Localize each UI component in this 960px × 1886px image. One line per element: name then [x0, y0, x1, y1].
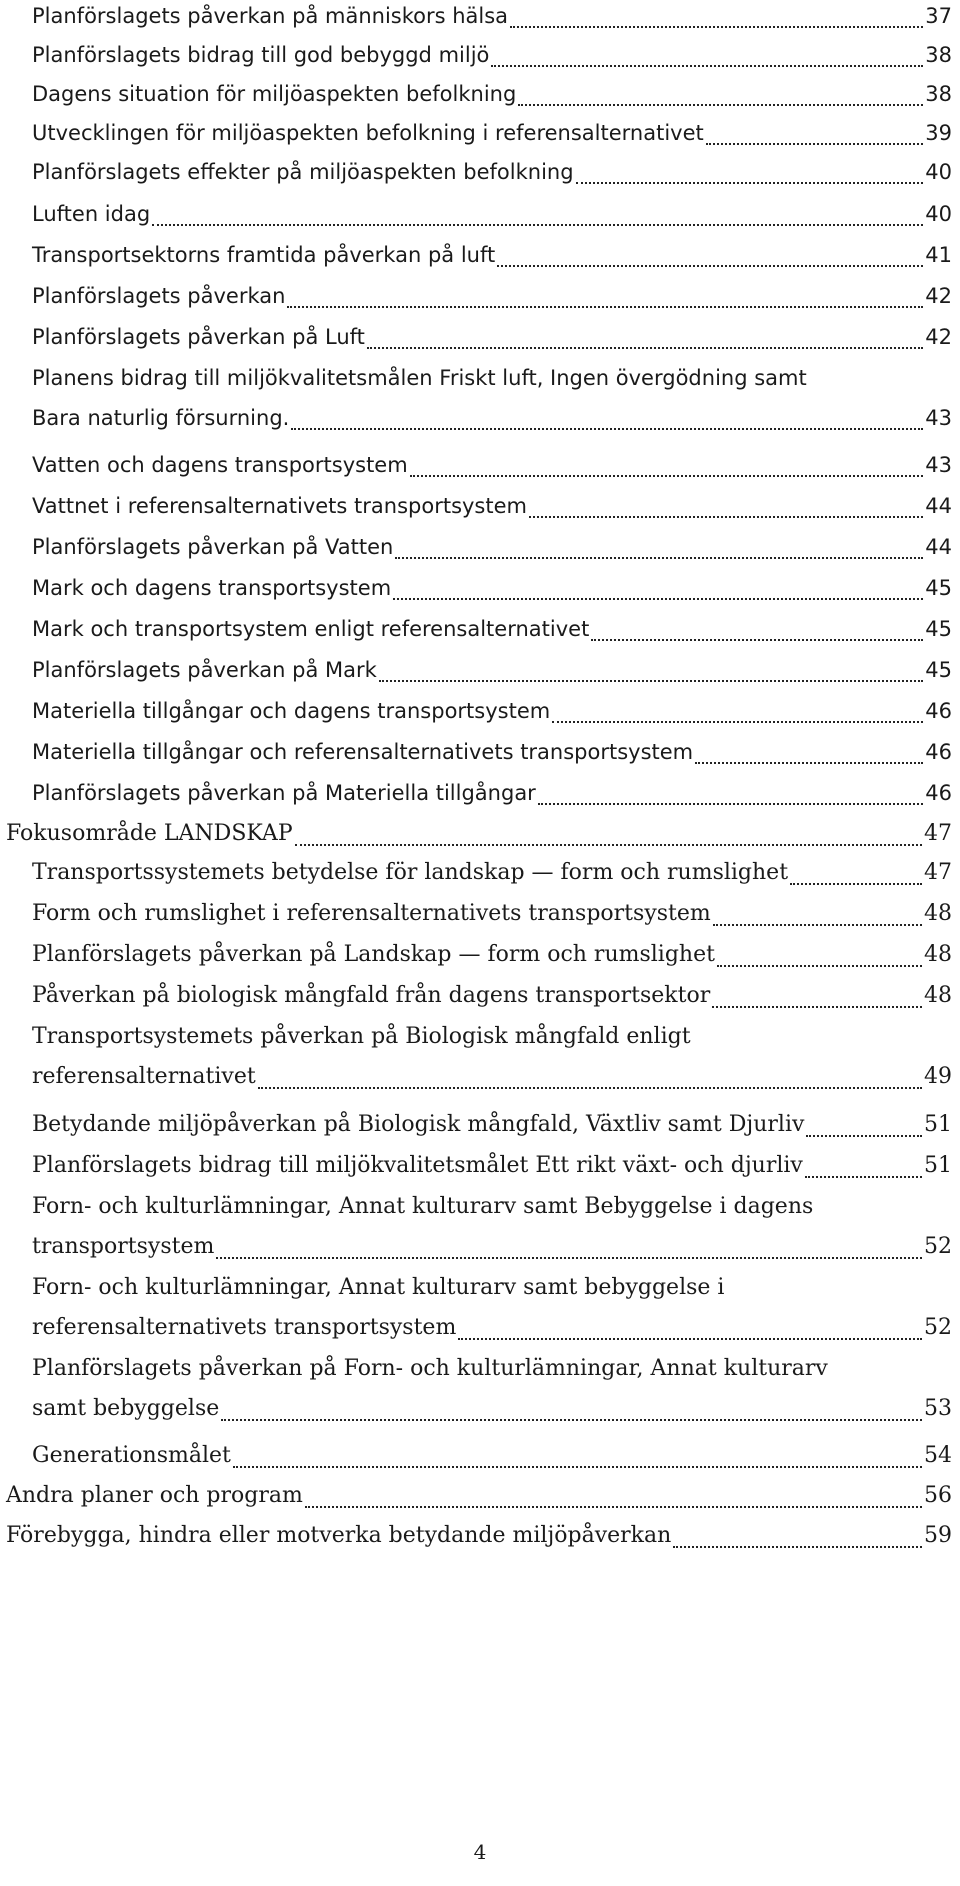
- toc-entry-title-line1: Forn- och kulturlämningar, Annat kulturarv samt bebyggelse i: [32, 1275, 725, 1300]
- toc-entry-title: Planförslagets påverkan på människors hälsa: [32, 4, 509, 28]
- toc-entry-title: Betydande miljöpåverkan på Biologisk mångfald, Växtliv samt Djurliv: [32, 1112, 805, 1137]
- toc-leader: [291, 427, 923, 430]
- toc-leader: [379, 679, 923, 682]
- toc-entry-page: 53: [924, 1396, 952, 1421]
- toc-leader: [367, 346, 923, 349]
- toc-entry-title: Vatten och dagens transportsystem: [32, 453, 408, 477]
- toc-entry-page: 46: [925, 699, 952, 723]
- toc-leader: [458, 1337, 922, 1340]
- toc-entry[interactable]: [32, 976, 952, 1016]
- toc-entry[interactable]: [32, 0, 952, 36]
- toc-entry[interactable]: [32, 194, 952, 234]
- toc-entry-title: Materiella tillgångar och dagens transportsystem: [32, 699, 551, 723]
- toc-entry-page: 47: [924, 860, 952, 885]
- toc-entry-title-line2: referensalternativets transportsystem: [32, 1315, 457, 1340]
- toc-entry-page: 44: [925, 535, 952, 559]
- toc-entry[interactable]: [32, 152, 952, 192]
- toc-entry-page: 45: [925, 617, 952, 641]
- toc-entry-page: 56: [924, 1483, 952, 1508]
- toc-entry[interactable]: [32, 609, 952, 649]
- toc-leader: [713, 923, 922, 926]
- toc-leader: [538, 802, 923, 805]
- toc-entry-title: Planförslagets påverkan på Mark: [32, 658, 377, 682]
- toc-entry[interactable]: [32, 1017, 952, 1097]
- toc-entry-page: 47: [924, 821, 952, 846]
- toc-entry-title: Planförslagets påverkan: [32, 284, 286, 308]
- toc-entry[interactable]: [32, 358, 952, 438]
- toc-entry[interactable]: [32, 113, 952, 153]
- toc-leader: [673, 1545, 922, 1548]
- toc-leader: [491, 64, 923, 67]
- toc-leader: [497, 264, 923, 267]
- toc-leader: [233, 1465, 922, 1468]
- toc-entry-title-line2: transportsystem: [32, 1234, 215, 1259]
- toc-entry-page: 46: [925, 740, 952, 764]
- toc-entry-title: Planförslagets påverkan på Materiella tillgångar: [32, 781, 536, 805]
- toc-entry[interactable]: [32, 235, 952, 275]
- toc-entry[interactable]: [32, 1146, 952, 1186]
- toc-entry[interactable]: [32, 1105, 952, 1145]
- toc-entry-level1[interactable]: [6, 814, 952, 854]
- toc-entry-title-line1: Transportsystemets påverkan på Biologisk mångfald enligt: [32, 1024, 691, 1049]
- toc-entry-title: Luften idag: [32, 202, 151, 226]
- toc-entry-title: Generationsmålet: [32, 1443, 231, 1468]
- toc-entry-title-line2: referensalternativet: [32, 1064, 256, 1089]
- toc-entry-page: 42: [925, 284, 952, 308]
- toc-entry-page: 52: [924, 1315, 952, 1340]
- toc-entry-title: Transportsektorns framtida påverkan på luft: [32, 243, 496, 267]
- toc-entry-page: 37: [925, 4, 952, 28]
- toc-entry-title: Förebygga, hindra eller motverka betydande miljöpåverkan: [6, 1523, 672, 1548]
- toc-leader: [518, 103, 923, 106]
- toc-entry-page: 43: [925, 406, 952, 430]
- toc-entry-title: Transportssystemets betydelse för landskap — form och rumslighet: [32, 860, 789, 885]
- toc-entry[interactable]: [32, 276, 952, 316]
- toc-entry[interactable]: [32, 1436, 952, 1476]
- toc-entry-title: Påverkan på biologisk mångfald från dagens transportsektor: [32, 983, 711, 1008]
- toc-leader: [393, 597, 923, 600]
- toc-entry-page: 45: [925, 658, 952, 682]
- toc-leader: [287, 305, 923, 308]
- toc-entry-title-line2: Bara naturlig försurning.: [32, 406, 290, 430]
- toc-entry-title: Utvecklingen för miljöaspekten befolkning i referensalternativet: [32, 121, 704, 145]
- toc-entry-page: 59: [924, 1523, 952, 1548]
- toc-entry[interactable]: [32, 650, 952, 690]
- toc-entry-title: Materiella tillgångar och referensalternativets transportsystem: [32, 740, 694, 764]
- toc-leader: [790, 882, 922, 885]
- toc-leader: [152, 223, 923, 226]
- toc-leader: [305, 1505, 922, 1508]
- toc-entry-page: 38: [925, 82, 952, 106]
- toc-entry[interactable]: [32, 568, 952, 608]
- toc-entry-page: 41: [925, 243, 952, 267]
- toc-entry[interactable]: [32, 732, 952, 772]
- toc-leader: [805, 1175, 922, 1178]
- toc-entry-page: 48: [924, 901, 952, 926]
- toc-leader: [529, 515, 923, 518]
- toc-entry-page: 40: [925, 160, 952, 184]
- toc-entry-page: 54: [924, 1443, 952, 1468]
- toc-entry[interactable]: [32, 445, 952, 485]
- toc-entry-page: 42: [925, 325, 952, 349]
- toc-entry-title: Planförslagets påverkan på Vatten: [32, 535, 394, 559]
- toc-entry-level1[interactable]: [6, 1476, 952, 1516]
- toc-leader: [806, 1134, 922, 1137]
- toc-entry-title: Mark och dagens transportsystem: [32, 576, 392, 600]
- toc-entry-page: 45: [925, 576, 952, 600]
- toc-entry-title: Dagens situation för miljöaspekten befolkning: [32, 82, 517, 106]
- toc-entry-title: Planförslagets påverkan på Luft: [32, 325, 365, 349]
- toc-leader: [216, 1256, 922, 1259]
- toc-entry-page: 51: [924, 1112, 952, 1137]
- toc-entry-title: Form och rumslighet i referensalternativets transportsystem: [32, 901, 711, 926]
- toc-entry-title: Planförslagets bidrag till god bebyggd miljö: [32, 43, 490, 67]
- toc-entry[interactable]: [32, 691, 952, 731]
- toc-entry-level1[interactable]: [6, 1516, 952, 1556]
- toc-entry-page: 38: [925, 43, 952, 67]
- toc-leader: [221, 1418, 922, 1421]
- toc-entry-title: Andra planer och program: [6, 1483, 303, 1508]
- toc-entry-title-line1: Forn- och kulturlämningar, Annat kulturarv samt Bebyggelse i dagens: [32, 1194, 814, 1219]
- toc-leader: [410, 474, 924, 477]
- toc-entry-page: 40: [925, 202, 952, 226]
- toc-leader: [695, 761, 923, 764]
- toc-entry[interactable]: [32, 35, 952, 75]
- toc-leader: [552, 720, 923, 723]
- toc-entry[interactable]: [32, 74, 952, 114]
- toc-entry[interactable]: [32, 1349, 952, 1429]
- toc-leader: [576, 181, 924, 184]
- toc-entry-page: 48: [924, 983, 952, 1008]
- toc-entry-page: 39: [925, 121, 952, 145]
- toc-entry-page: 52: [924, 1234, 952, 1259]
- toc-entry-title: Planförslagets påverkan på Landskap — form och rumslighet: [32, 942, 715, 967]
- toc-entry[interactable]: [32, 486, 952, 526]
- toc-entry[interactable]: [32, 894, 952, 934]
- toc-entry[interactable]: [32, 527, 952, 567]
- toc-entry-title: Planförslagets effekter på miljöaspekten befolkning: [32, 160, 574, 184]
- toc-entry[interactable]: [32, 853, 952, 893]
- toc-entry-page: 44: [925, 494, 952, 518]
- toc-entry-title: Fokusområde LANDSKAP: [6, 821, 293, 846]
- toc-entry-title-line2: samt bebyggelse: [32, 1396, 220, 1421]
- toc-entry[interactable]: [32, 1187, 952, 1267]
- toc-entry-page: 46: [925, 781, 952, 805]
- toc-leader: [712, 1005, 922, 1008]
- toc-entry-title: Planförslagets bidrag till miljökvalitetsmålet Ett rikt växt- och djurliv: [32, 1153, 803, 1178]
- toc-leader: [510, 25, 923, 28]
- toc-entry-page: 49: [924, 1064, 952, 1089]
- toc-entry[interactable]: [32, 1268, 952, 1348]
- toc-entry[interactable]: [32, 935, 952, 975]
- toc-entry-title-line1: Planens bidrag till miljökvalitetsmålen Friskt luft, Ingen övergödning samt: [32, 366, 807, 390]
- toc-leader: [258, 1086, 922, 1089]
- toc-leader: [717, 964, 922, 967]
- toc-leader: [395, 556, 923, 559]
- toc-entry[interactable]: [32, 317, 952, 357]
- page-number: 4: [473, 1840, 487, 1864]
- toc-entry-page: 48: [924, 942, 952, 967]
- toc-entry[interactable]: [32, 773, 952, 813]
- toc-entry-title: Vattnet i referensalternativets transportsystem: [32, 494, 527, 518]
- toc-entry-title: Mark och transportsystem enligt referensalternativet: [32, 617, 590, 641]
- toc-entry-page: 43: [925, 453, 952, 477]
- toc-entry-page: 51: [924, 1153, 952, 1178]
- toc-leader: [706, 142, 924, 145]
- toc-leader: [591, 638, 923, 641]
- toc-leader: [295, 843, 922, 846]
- toc-entry-title-line1: Planförslagets påverkan på Forn- och kulturlämningar, Annat kulturarv: [32, 1356, 828, 1381]
